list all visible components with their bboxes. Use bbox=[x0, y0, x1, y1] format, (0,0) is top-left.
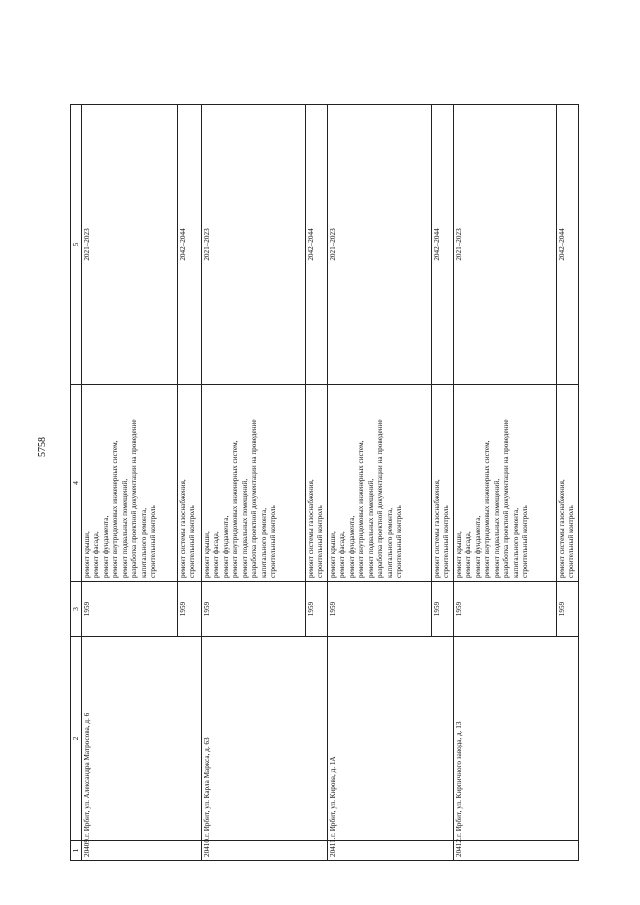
work-list-cell: ремонт системы газоснабжения, строительный контроль bbox=[431, 385, 453, 582]
year-cell: 1959 bbox=[201, 582, 305, 637]
col-header-1: 1 bbox=[71, 841, 82, 861]
work-list-cell: ремонт системы газоснабжения, строительный контроль bbox=[556, 385, 578, 582]
table-row bbox=[201, 105, 305, 861]
rotated-sheet bbox=[70, 105, 590, 861]
period-cell: 2021–2023 bbox=[453, 105, 556, 385]
work-list-cell: ремонт крыши, ремонт фасада, ремонт фундамента, ремонт внутридомовых инженерных систем, ремонт подвальных помещений, разработка проектной документации на проведение капитального ремонта, строительный контроль bbox=[201, 385, 305, 582]
year-cell: 1959 bbox=[305, 582, 327, 637]
table-row bbox=[81, 105, 177, 861]
period-cell: 2042–2044 bbox=[431, 105, 453, 385]
year-cell: 1959 bbox=[453, 582, 556, 637]
year-cell: 1959 bbox=[327, 582, 431, 637]
table-row bbox=[327, 105, 431, 861]
row-number: 20412. bbox=[453, 841, 578, 861]
period-cell: 2021–2023 bbox=[81, 105, 177, 385]
col-header-2: 2 bbox=[71, 637, 82, 841]
row-number: 20411. bbox=[327, 841, 453, 861]
work-list-cell: ремонт крыши, ремонт фасада, ремонт фундамента, ремонт внутридомовых инженерных систем, ремонт подвальных помещений, разработка проектной документации на проведение капитального ремонта, строительный контроль bbox=[327, 385, 431, 582]
address-cell: г. Ирбит, ул. Кирова, д. 1А bbox=[327, 637, 453, 841]
work-list-cell: ремонт крыши, ремонт фасада, ремонт фундамента, ремонт внутридомовых инженерных систем, ремонт подвальных помещений, разработка проектной документации на проведение капитального ремонта, строительный контроль bbox=[453, 385, 556, 582]
col-header-3: 3 bbox=[71, 582, 82, 637]
work-list-cell: ремонт системы газоснабжения, строительный контроль bbox=[177, 385, 201, 582]
address-cell: г. Ирбит, ул. Кирпичного завода, д. 13 bbox=[453, 637, 578, 841]
period-cell: 2021–2023 bbox=[327, 105, 431, 385]
year-cell: 1959 bbox=[556, 582, 578, 637]
repair-schedule-table bbox=[70, 104, 579, 861]
address-cell: г. Ирбит, ул. Карла Маркса, д. 63 bbox=[201, 637, 327, 841]
address-cell: г. Ирбит, ул. Александра Матросова, д. 6 bbox=[81, 637, 201, 841]
year-cell: 1959 bbox=[431, 582, 453, 637]
work-list-cell: ремонт крыши, ремонт фасада, ремонт фундамента, ремонт внутридомовых инженерных систем, ремонт подвальных помещений, разработка проектной документации на проведение капитального ремонта, строительный контроль bbox=[81, 385, 177, 582]
period-cell: 2042–2044 bbox=[305, 105, 327, 385]
header-row bbox=[71, 105, 82, 861]
work-list-cell: ремонт системы газоснабжения, строительный контроль bbox=[305, 385, 327, 582]
col-header-4: 4 bbox=[71, 385, 82, 582]
page-number: 5758 bbox=[37, 437, 48, 457]
col-header-5: 5 bbox=[71, 105, 82, 385]
row-number: 20410. bbox=[201, 841, 327, 861]
year-cell: 1959 bbox=[81, 582, 177, 637]
period-cell: 2042–2044 bbox=[556, 105, 578, 385]
row-number: 20409. bbox=[81, 841, 201, 861]
period-cell: 2021–2023 bbox=[201, 105, 305, 385]
year-cell: 1959 bbox=[177, 582, 201, 637]
table-row bbox=[453, 105, 556, 861]
period-cell: 2042–2044 bbox=[177, 105, 201, 385]
